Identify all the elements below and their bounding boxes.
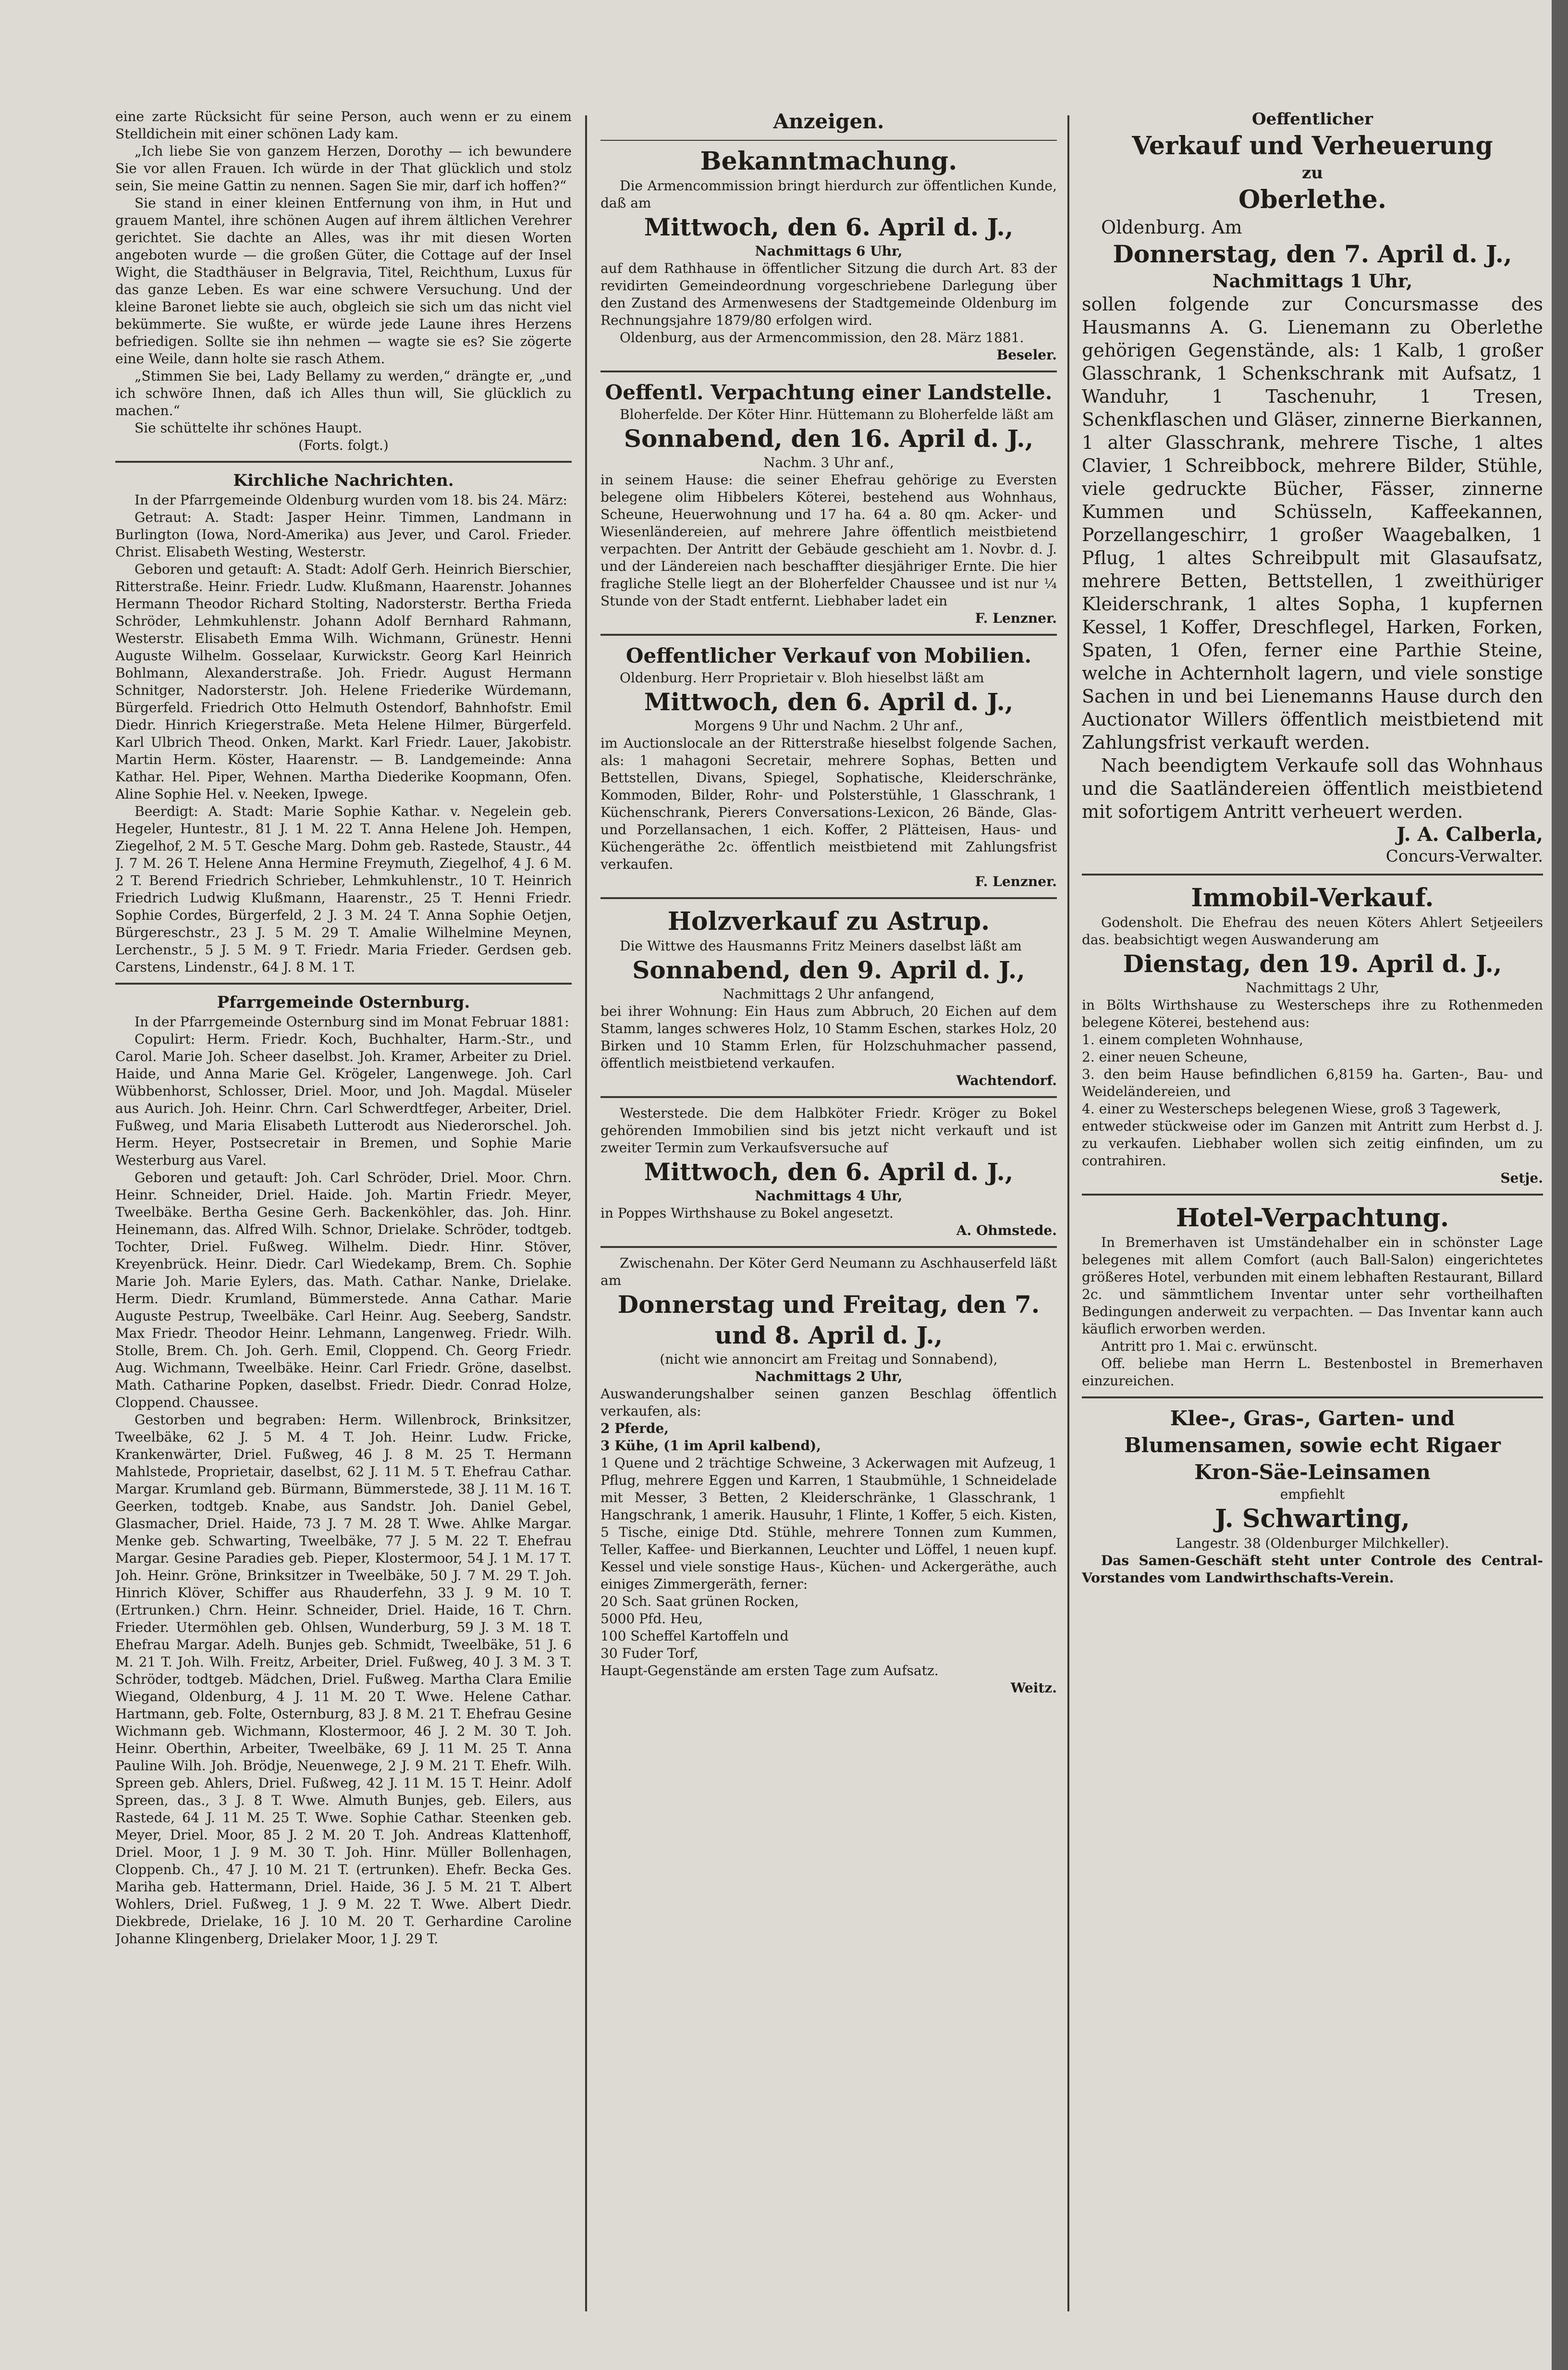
ad-text: bei ihrer Wohnung: Ein Haus zum Abbruch, 20 Eichen auf dem Stamm, langes schweres Holz, 10 Stamm Eschen, starkes Holz, 20 Birken und 10 Stamm Erlen, für Holzschuhmacher passend, öffentlich meistbietend verkaufen.	[600, 1003, 1057, 1071]
story-paragraph: „Stimmen Sie bei, Lady Bellamy zu werden,“ drängte er, „und ich schwöre Ihnen, daß ich Alles thun will, Sie glücklich zu machen.“	[115, 368, 572, 419]
ad-date: Dienstag, den 19. April d. J.,	[1123, 950, 1502, 978]
list-item: 3. den beim Hause befindlichen 6,8159 ha. Garten-, Bau- und Weideländereien, und	[1082, 1066, 1543, 1099]
ad-text: Bloherfelde. Der Köter Hinr. Hüttemann zu Bloherfelde läßt am	[620, 407, 1054, 422]
story-paragraph: eine zarte Rücksicht für seine Person, auch wenn er zu einem Stelldichein mit einer schönen Lady kam.	[115, 109, 572, 142]
ad-text: im Auctionslocale an der Ritterstraße hieselbst folgende Sachen, als: 1 mahagoni Secretair, mehrere Sophas, Betten und Bettstellen, Divans, Spiegel, Sophatische, Kleiderschränke, Kommoden, Bilder, Rohr- und Polsterstühle, 1 Glasschrank, 1 Küchenschrank, Pierers Conversations-Lexicon, 26 Bände, Glas- und Porzellansachen, 1 eich. Koffer, 2 Plätteisen, Haus- und Küchengeräthe 2c. öffentlich meistbietend mit Zahlungsfrist verkaufen.	[600, 735, 1057, 872]
ad-text: entweder stückweise oder im Ganzen mit Antritt zum Herbst d. J. zu verkaufen. Liebhaber wollen sich zeitig einfinden, um zu contrahiren.	[1082, 1118, 1543, 1169]
divider	[1082, 1194, 1543, 1196]
ad-signature: J. A. Calberla,	[1396, 823, 1543, 846]
ad-signature: F. Lenzner.	[975, 610, 1057, 626]
ad-text: auf dem Rathhause in öffentlicher Sitzung die durch Art. 83 der revidirten Gemeindeordnung vorgeschriebene Darlegung über den Zustand des Armenwesens der Stadtgemeinde Oldenburg im Rechnungsjahre 1879/80 erfolgen wird.	[600, 260, 1057, 328]
ad-date: Sonnabend, den 9. April d. J.,	[632, 956, 1025, 984]
page-edge	[1552, 0, 1568, 2370]
column-middle	[600, 108, 1057, 1697]
ad-text: In Bremerhaven ist Umständehalber ein in schönster Lage belegenes mit allem Comfort (auch Ball-Salon) eingerichtetes größeres Hotel, verbunden mit einem lebhaften Restaurant, Billard 2c. und sämmtlichem Inventar unter sehr vortheilhaften Bedingungen anderweit zu verpachten. — Das Inventar kann auch käuflich erworben werden.	[1082, 1234, 1543, 1337]
ad-title: Oeffentlicher Verkauf von Mobilien.	[625, 644, 1032, 667]
ad-signature: Setje.	[1500, 1170, 1543, 1186]
record-paragraph: Geboren und getauft: A. Stadt: Adolf Gerh. Heinrich Bierschier, Ritterstraße. Heinr. Friedr. Ludw. Klußmann, Haarenstr. Johannes Hermann Theodor Richard Stolting, Nadorsterstr. Bertha Frieda Schröder, Lehmkuhlenstr. Johann Adolf Bernhard Rahmann, Westerstr. Elisabeth Emma Wilh. Wichmann, Grünestr. Henni Auguste Wilhelm. Gosselaar, Kurwickstr. Georg Karl Heinrich Bohlmann, Alexanderstraße. Joh. Friedr. August Hermann Schnitger, Nadorsterstr. Joh. Helene Friederike Würdemann, Bürgerfeld. Friedrich Otto Helmuth Ostendorf, Bahnhofstr. Emil Diedr. Hinrich Kriegerstraße. Meta Helene Hilmer, Bürgerfeld. Karl Ulbrich Theod. Onken, Markt. Karl Friedr. Lauer, Jakobistr. Martin Herm. Köster, Haarenstr. — B. Landgemeinde: Anna Kathar. Hel. Piper, Wehnen. Martha Diederike Koopmann, Ofen. Aline Sophie Hel. v. Neeken, Ipwege.	[115, 561, 572, 802]
ad-time: Nachmittags 2 Uhr anfangend,	[723, 986, 935, 1002]
list-item: 2 Pferde,	[600, 1420, 669, 1436]
ad-text: Nach beendigtem Verkaufe soll das Wohnhaus und die Saatländereien öffentlich meistbietend mit sofortigem Antritt verheuert werden.	[1082, 755, 1543, 822]
ad-text: in Bölts Wirthshause zu Westerscheps ihre zu Rothenmeden belegene Köterei, bestehend aus:	[1082, 997, 1543, 1030]
ad-text: Off. beliebe man Herrn L. Bestenbostel in Bremerhaven einzureichen.	[1082, 1356, 1543, 1389]
divider	[115, 461, 572, 463]
divider	[600, 140, 1057, 141]
ad-role: Concurs-Verwalter.	[1385, 847, 1543, 866]
section-intro: In der Pfarrgemeinde Oldenburg wurden vom 18. bis 24. März:	[135, 492, 567, 508]
divider	[600, 897, 1057, 899]
ad-signature: J. Schwarting,	[1215, 1504, 1410, 1533]
record-paragraph: Geboren und getauft: Joh. Carl Schröder, Driel. Moor. Chrn. Heinr. Schneider, Driel. Haide. Joh. Martin Friedr. Meyer, Tweelbäke. Bertha Gesine Gerh. Backenköhler, das. Joh. Hinr. Heinemann, das. Alfred Wilh. Schnor, Drielake. Schröder, todtgeb. Tochter, Driel. Fußweg. Wilhelm. Diedr. Hinr. Stöver, Kreyenbrück. Heinr. Diedr. Carl Wiedekamp, Brem. Ch. Sophie Marie Joh. Marie Eylers, das. Math. Cathar. Nanke, Drielake. Herm. Diedr. Krumland, Bümmerstede. Anna Cathar. Marie Auguste Pestrup, Tweelbäke. Carl Heinr. Aug. Seeberg, Sandstr. Max Friedr. Theodor Heinr. Lehmann, Langenweg. Friedr. Wilh. Stolle, Brem. Ch. Joh. Gerh. Emil, Cloppend. Ch. Georg Friedr. Aug. Wichmann, Tweelbäke. Heinr. Carl Friedr. Gröne, daselbst. Math. Catharine Popken, daselbst. Friedr. Diedr. Conrad Holze, Cloppend. Chaussee.	[115, 1170, 572, 1410]
ad-text: Die Armencommission bringt hierdurch zur öffentlichen Kunde, daß am	[600, 178, 1057, 211]
ad-time: Nachmittags 4 Uhr,	[755, 1188, 903, 1204]
list-item: 30 Fuder Torf,	[600, 1645, 698, 1661]
list-item: 2. einer neuen Scheune,	[1082, 1049, 1248, 1065]
ad-date: Donnerstag und Freitag, den 7. und 8. April d. J.,	[617, 1290, 1040, 1349]
ad-signature: A. Ohmstede.	[956, 1222, 1057, 1238]
ad-signature: Beseler.	[996, 347, 1057, 363]
ad-title: Klee-, Gras-, Garten- und	[1170, 1407, 1455, 1430]
column-right	[1082, 108, 1543, 1587]
divider	[1082, 874, 1543, 876]
ad-title: Verkauf und Verheuerung	[1132, 131, 1493, 160]
ad-title: Oberlethe.	[1238, 185, 1386, 214]
ad-text: Haupt-Gegenstände am ersten Tage zum Aufsatz.	[600, 1663, 939, 1679]
story-paragraph: Sie schüttelte ihr schönes Haupt.	[135, 420, 362, 436]
record-paragraph: Getraut: A. Stadt: Jasper Heinr. Timmen, Landmann in Burlington (Iowa, Nord-Amerika) aus Jever, und Carol. Frieder. Christ. Elisabeth Westing, Westerstr.	[115, 509, 572, 560]
ad-title: Holzverkauf zu Astrup.	[667, 907, 990, 936]
ad-signature: F. Lenzner.	[975, 874, 1057, 889]
divider	[115, 983, 572, 985]
ad-text: Das Samen-Geschäft steht unter Controle des Central-Vorstandes vom Landwirthschafts-Verein.	[1082, 1553, 1543, 1586]
column-rule	[1067, 115, 1069, 2311]
list-item: 4. einer zu Westerscheps belegenen Wiese, groß 3 Tagewerk,	[1082, 1101, 1501, 1117]
ad-text: Zwischenahn. Der Köter Gerd Neumann zu Aschhauserfeld läßt am	[600, 1255, 1057, 1288]
ad-time: Nachm. 3 Uhr anf.,	[763, 455, 894, 470]
ad-text: empfiehlt	[1280, 1486, 1345, 1502]
ad-signature: Wachtendorf.	[956, 1073, 1057, 1088]
list-item: 1 Quene und 2 trächtige Schweine, 3 Ackerwagen mit Aufzeug, 1 Pflug, mehrere Eggen und Karren, 1 Staubmühle, 1 Schneidelade mit Messer, 3 Betten, 2 Kleiderschränke, 1 Glasschrank, 1 Hangschrank, 1 amerik. Hausuhr, 1 Flinte, 1 Koffer, 5 eich. Kisten, 5 Tische, einige Dtd. Stühle, mehrere Tonnen zum Kummen, Teller, Kaffee- und Bierkannen, Leuchter und Löffel, 1 neuen kupf. Kessel und viele sonstige Haus-, Küchen- und Ackergeräthe, auch einiges Zimmergeräth, ferner:	[600, 1455, 1057, 1592]
ad-text: in seinem Hause: die seiner Ehefrau gehörige zu Eversten belegene olim Hibbelers Köterei, bestehend aus Wohnhaus, Scheune, Heuerwohnung und 17 ha. 64 a. 80 qm. Acker- und Wiesenländereien, auf mehrere Jahre öffentlich meistbietend verpachten. Der Antritt der Gebäude geschieht am 1. Novbr. d. J. und der Ländereien nach beschaffter diesjähriger Ernte. Die hier fragliche Stelle liegt an der Bloherfelder Chaussee und ist nur ¼ Stunde von der Stadt entfernt. Liebhaber ladet ein	[600, 472, 1057, 609]
list-item: 1. einem completen Wohnhause,	[1082, 1032, 1303, 1048]
record-paragraph: Gestorben und begraben: Herm. Willenbrock, Brinksitzer, Tweelbäke, 62 J. 5 M. 4 T. Joh. Heinr. Ludw. Fricke, Krankenwärter, Driel. Fußweg, 46 J. 8 M. 25 T. Hermann Mahlstede, Proprietair, daselbst, 62 J. 11 M. 5 T. Ehefrau Cathar. Margar. Krumland geb. Bürmann, Bümmerstede, 38 J. 11 M. 16 T. Geerken, todtgeb. Knabe, aus Sandstr. Joh. Daniel Gebel, Glasmacher, Driel. Haide, 73 J. 7 M. 28 T. Wwe. Ahlke Margar. Menke geb. Schwarting, Tweelbäke, 77 J. 5 M. 22 T. Ehefrau Margar. Gesine Paradies geb. Pieper, Klostermoor, 54 J. 1 M. 17 T. Joh. Heinr. Gröne, Brinksitzer in Tweelbäke, 50 J. 7 M. 29 T. Joh. Hinrich Klöver, Schiffer aus Rhauderfehn, 33 J. 9 M. 10 T. (Ertrunken.) Chrn. Heinr. Schneider, Driel. Haide, 16 T. Chrn. Frieder. Utermöhlen geb. Ohlsen, Wunderburg, 59 J. 3 M. 18 T. Ehefrau Margar. Adelh. Bunjes geb. Schmidt, Tweelbäke, 51 J. 6 M. 21 T. Joh. Wilh. Freitz, Arbeiter, Driel. Fußweg, 40 J. 3 M. 3 T. Schröder, todtgeb. Mädchen, Driel. Fußweg. Martha Clara Emilie Wiegand, Oldenburg, 4 J. 11 M. 20 T. Wwe. Helene Cathar. Hartmann, geb. Folte, Osternburg, 83 J. 8 M. 21 T. Ehefrau Gesine Wichmann geb. Wichmann, Klostermoor, 46 J. 2 M. 30 T. Joh. Heinr. Oberthin, Arbeiter, Tweelbäke, 69 J. 11 M. 25 T. Anna Pauline Wilh. Joh. Brödje, Neuenwege, 2 J. 9 M. 21 T. Ehefr. Wilh. Spreen geb. Ahlers, Driel. Fußweg, 42 J. 11 M. 15 T. Heinr. Adolf Spreen, das., 3 J. 8 T. Wwe. Almuth Bunjes, geb. Eilers, aus Rastede, 64 J. 11 M. 25 T. Wwe. Sophie Cathar. Steenken geb. Meyer, Driel. Moor, 85 J. 2 M. 20 T. Joh. Andreas Klattenhoff, Driel. Moor, 1 J. 9 M. 30 T. Joh. Hinr. Müller Bollenhagen, Cloppenb. Ch., 47 J. 10 M. 21 T. (ertrunken). Ehefr. Becka Ges. Mariha geb. Hattermann, Driel. Haide, 36 J. 5 M. 21 T. Albert Wohlers, Driel. Fußweg, 1 J. 9 M. 22 T. Wwe. Albert Diedr. Diekbrede, Drielake, 16 J. 10 M. 20 T. Gerhardine Caroline Johanne Klingenberg, Drielaker Moor, 1 J. 29 T.	[115, 1412, 572, 1947]
ad-title: Hotel-Verpachtung.	[1176, 1203, 1449, 1233]
divider	[600, 1096, 1057, 1098]
ad-title: Oeffentlicher	[1251, 110, 1373, 129]
divider	[600, 634, 1057, 636]
divider	[1082, 1396, 1543, 1398]
section-intro: In der Pfarrgemeinde Osternburg sind im Monat Februar 1881:	[135, 1014, 569, 1030]
ad-time: Nachmittags 6 Uhr,	[755, 243, 903, 259]
ad-title: Bekanntmachung.	[700, 147, 957, 176]
ad-title: Kron-Säe-Leinsamen	[1194, 1460, 1431, 1484]
ad-date: Mittwoch, den 6. April d. J.,	[644, 1158, 1014, 1186]
list-item: 20 Sch. Saat grünen Rocken,	[600, 1593, 799, 1609]
ad-text: Godensholt. Die Ehefrau des neuen Köters Ahlert Setjeeilers das. beabsichtigt wegen Auswanderung am	[1082, 914, 1543, 948]
divider	[600, 370, 1057, 372]
ad-title: Blumensamen, sowie echt Rigaer	[1124, 1433, 1501, 1457]
ad-text: in Poppes Wirthshause zu Bokel angesetzt.	[600, 1205, 894, 1221]
ad-title: zu	[1301, 163, 1323, 183]
ad-time: Nachmittags 1 Uhr,	[1212, 270, 1413, 292]
ad-text: Oldenburg. Am	[1101, 217, 1242, 238]
ad-signature: Weitz.	[1010, 1680, 1057, 1696]
story-paragraph: Sie stand in einer kleinen Entfernung von ihm, in Hut und grauem Mantel, ihre schönen Augen auf ihrem ältlichen Verehrer gerichtet. Sie dachte an Alles, was ihr mit diesen Worten angeboten wurde — die großen Güter, die Cottage auf der Insel Wight, die Stadthäuser in Belgravia, Titel, Reichthum, Luxus für das ganze Leben. Es war eine schwere Versuchung. Und der kleine Baronet liebte sie auch, obgleich sie sich um das nicht viel bekümmerte. Sie wußte, er würde jede Laune ihres Herzens befriedigen. Sollte sie ihn nehmen — wagte sie es? Sie zögerte eine Weile, dann holte sie rasch Athem.	[115, 195, 572, 367]
ad-text: Antritt pro 1. Mai c. erwünscht.	[1101, 1338, 1318, 1354]
ad-title: Oeffentl. Verpachtung einer Landstelle.	[605, 381, 1053, 404]
ad-date: Donnerstag, den 7. April d. J.,	[1113, 240, 1512, 268]
list-item: 5000 Pfd. Heu,	[600, 1611, 703, 1627]
list-item: 3 Kühe, (1 im April kalbend),	[600, 1438, 821, 1454]
ad-address: Langestr. 38 (Oldenburger Milchkeller).	[1176, 1535, 1449, 1551]
divider	[600, 1246, 1057, 1248]
ad-text: Oldenburg, aus der Armencommission, den 28. März 1881.	[620, 330, 1024, 346]
story-paragraph: „Ich liebe Sie von ganzem Herzen, Dorothy — ich bewundere Sie vor allen Frauen. Ich würde in der That glücklich und stolz sein, Sie meine Gattin zu nennen. Sagen Sie mir, darf ich hoffen?“	[115, 143, 572, 194]
ad-text: Auswanderungshalber seinen ganzen Beschlag öffentlich verkaufen, als:	[600, 1386, 1057, 1419]
story-continued: (Forts. folgt.)	[298, 437, 389, 453]
section-title: Anzeigen.	[773, 110, 884, 133]
ad-title: Immobil-Verkauf.	[1191, 883, 1434, 913]
list-item: 100 Scheffel Kartoffeln und	[600, 1628, 789, 1644]
ad-date: Sonnabend, den 16. April d. J.,	[624, 424, 1034, 453]
ad-text: sollen folgende zur Concursmasse des Hausmanns A. G. Lienemann zu Oberlethe gehörigen Gegenstände, als: 1 Kalb, 1 großer Glasschrank, 1 Schenkschrank mit Aufsatz, 1 Wanduhr, 1 Taschenuhr, 1 Tresen, Schenkflaschen und Gläser, zinnerne Bierkannen, 1 alter Glasschrank, mehrere Tische, 1 altes Clavier, 1 Schreibbock, mehrere Bilder, Stühle, viele gedruckte Bücher, Fässer, zinnerne Kummen und Schüsseln, Kaffeekannen, Porzellangeschirr, 1 großer Waagebalken, 1 Pflug, 1 altes Schreibpult mit Glasaufsatz, mehrere Betten, Bettstellen, 1 zweithüriger Kleiderschrank, 1 altes Sopha, 1 kupfernen Kessel, 1 Koffer, Dreschflegel, Harken, Forken, Spaten, 1 Ofen, ferner eine Parthie Steine, welche in Achternholt lagern, und viele sonstige Sachen in und bei Lienemanns Hause durch den Auctionator Willers öffentlich meistbietend mit Zahlungsfrist verkauft werden.	[1082, 294, 1543, 753]
record-paragraph: Copulirt: Herm. Friedr. Koch, Buchhalter, Harm.-Str., und Carol. Marie Joh. Scheer daselbst. Joh. Kramer, Arbeiter zu Driel. Haide, und Anna Marie Gel. Krögeler, Langenwege. Joh. Carl Wübbenhorst, Schlosser, Driel. Moor, und Joh. Magdal. Müseler aus Aurich. Joh. Heinr. Chrn. Carl Schwerdtfeger, Arbeiter, Driel. Fußweg, und Maria Elisabeth Lutterodt aus Niederorschel. Joh. Herm. Heyer, Postsecretair in Bremen, und Sophie Marie Westerburg aus Varel.	[115, 1031, 572, 1168]
column-left	[115, 108, 572, 1948]
ad-time: Nachmittags 2 Uhr,	[1245, 980, 1380, 996]
ad-time: Nachmittags 2 Uhr,	[755, 1369, 903, 1384]
ad-date: Mittwoch, den 6. April d. J.,	[644, 688, 1014, 716]
record-paragraph: Beerdigt: A. Stadt: Marie Sophie Kathar. v. Negelein geb. Hegeler, Huntestr., 81 J. 1 M. 22 T. Anna Helene Joh. Hempen, Ziegelhof, 2 M. 5 T. Gesche Marg. Dohm geb. Rastede, Staustr., 44 J. 7 M. 26 T. Helene Anna Hermine Freymuth, Ziegelhof, 4 J. 6 M. 2 T. Berend Friedrich Schrieber, Lehmkuhlenstr., 10 T. Heinrich Friedrich Ludwig Klußmann, Haarenstr., 25 T. Henni Friedr. Sophie Cordes, Bürgerfeld, 2 J. 3 M. 24 T. Anna Sophie Oetjen, Bürgereschstr., 23 J. 5 M. 29 T. Amalie Wilhelmine Meynen, Lerchenstr., 5 J. 5 M. 9 T. Friedr. Maria Frieder. Gerdsen geb. Carstens, Lindenstr., 64 J. 8 M. 1 T.	[115, 803, 572, 975]
ad-date: Mittwoch, den 6. April d. J.,	[644, 213, 1014, 241]
ad-time: Morgens 9 Uhr und Nachm. 2 Uhr anf.,	[694, 718, 963, 734]
ad-text: Westerstede. Die dem Halbköter Friedr. Kröger zu Bokel gehörenden Immobilien sind bis jetzt nicht verkauft und ist zweiter Termin zum Verkaufsversuche auf	[600, 1105, 1057, 1156]
column-rule	[585, 115, 587, 2311]
ad-text: (nicht wie annoncirt am Freitag und Sonnabend),	[660, 1351, 998, 1367]
ad-text: Die Wittwe des Hausmanns Fritz Meiners daselbst läßt am	[620, 938, 1022, 954]
ad-text: Oldenburg. Herr Proprietair v. Bloh hieselbst läßt am	[620, 670, 984, 686]
section-title: Pfarrgemeinde Osternburg.	[217, 993, 470, 1012]
section-title: Kirchliche Nachrichten.	[233, 471, 454, 490]
